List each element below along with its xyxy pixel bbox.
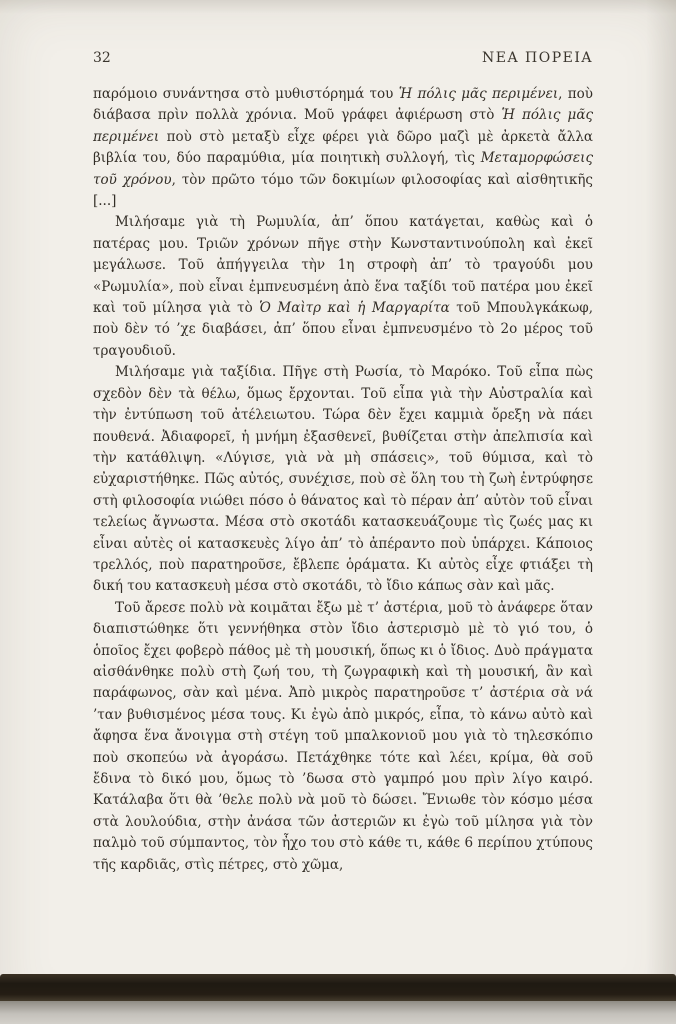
- body-text: Τοῦ ἄρεσε πολὺ νὰ κοιμᾶται ἔξω μὲ τ’ ἀστέρια, μοῦ τὸ ἀνάφερε ὅταν διαπιστώθηκε ὅτι γεννήθηκα στὸν ἴδιο ἀστερισμὸ μὲ τὸ γιό του, ὁ ὁποῖος ἔχει φοβερὸ πάθος μὲ τὴ μουσική, ὅπως κι ὁ ἴδιος. Δυὸ πράγματα αἰσθάνθηκε πολὺ στὴ ζωή του, τὴ ζωγραφικὴ καὶ τὴ μουσική, ἂν καὶ παράφωνος, σὰν καὶ μένα. Ἀπὸ μικρὸς παρατηροῦσε τ’ ἀστέρια σὰ νά ’ταν βυθισμένος μέσα τους. Κι ἐγὼ ἀπὸ μικρός, εἶπα, τὸ κάνω αὐτὸ καὶ ἄφησα ἕνα ἄνοιγμα στὴ στέγη τοῦ μπαλκονιοῦ μου γιὰ τὸ τηλεσκόπιο ποὺ σκοπεύω νὰ ἀγοράσω. Πετάχθηκε τότε καὶ λέει, κρίμα, θὰ σοῦ ἔδινα τὸ δικό μου, ὅμως τὸ ’δωσα στὸ γαμπρό μου πρὶν λίγο καιρό. Κατάλαβα ὅτι θὰ ’θελε πολὺ νὰ μοῦ τὸ δώσει. Ἔνιωθε τὸν κόσμο μέσα στὰ λουλούδια, στὴν ἀνάσα τῶν ἀστεριῶν κι ἐγὼ τοῦ μίλησα γιὰ τὸν παλμὸ τοῦ σύμπαντος, τὸν ἦχο του στὸ κάθε τι, κάθε 6 περίπου χτύπους τῆς καρδιᾶς, στὶς πέτρες, στὸ χῶμα,: [93, 599, 593, 873]
- page-body: [93, 50, 593, 876]
- paragraph: [93, 598, 593, 876]
- page-number: 32: [93, 50, 111, 66]
- journal-title: ΝΕΑ ΠΟΡΕΙΑ: [482, 50, 593, 66]
- book-title-italic: Ἡ πόλις μᾶς περιμένει: [398, 86, 559, 102]
- page-edge-shading-right: [646, 0, 676, 1024]
- body-text: τοῦ Μπουλγκάκωφ, ποὺ δὲν τό ’χε διαβάσει, ἀπ’ ὅπου εἶναι ἐμπνευσμένο τὸ 2ο μέρος τοῦ τραγουδιοῦ.: [93, 300, 593, 359]
- body-text: Μιλήσαμε γιὰ τὴ Ρωμυλία, ἀπ’ ὅπου κατάγεται, καθὼς καὶ ὁ πατέρας μου. Τριῶν χρόνων πῆγε στὴν Κωνσταντινούπολη καὶ ἐκεῖ μεγάλωσε. Τοῦ ἀπήγγειλα τὴν 1η στροφὴ ἀπ’ τὸ τραγούδι μου «Ρωμυλία», ποὺ εἶναι ἐμπνευσμένη ἀπὸ ἕνα ταξίδι τοῦ πατέρα μου ἐκεῖ καὶ τοῦ μίλησα γιὰ τὸ: [93, 214, 593, 317]
- body-text: , ποὺ διάβασα πρὶν πολλὰ χρόνια. Μοῦ γράφει ἀφιέρωση στὸ: [93, 86, 593, 124]
- body-text: , τὸν πρῶτο τόμο τῶν δοκιμίων φιλοσοφίας καὶ αἰσθητικῆς [...]: [93, 171, 593, 210]
- page-text: [93, 84, 593, 876]
- book-title-italic: Ἡ πόλις μᾶς περιμένει: [93, 107, 594, 145]
- paragraph: [93, 212, 593, 362]
- paragraph: [93, 362, 593, 597]
- book-title-italic: Μεταμορφώσεις τοῦ χρόνου: [93, 150, 593, 188]
- page-edge-shading-top: [0, 0, 676, 14]
- body-text: Μιλήσαμε γιὰ ταξίδια. Πῆγε στὴ Ρωσία, τὸ Μαρόκο. Τοῦ εἶπα πὼς σχεδὸν δὲν τὰ θέλω, ὅμως ἔρχονται. Τοῦ εἶπα γιὰ τὴν Αὐστραλία καὶ τὴν ἐντύπωση τοῦ ἀτέλειωτου. Τώρα δὲν ἔχει καμμιὰ ὄρεξη νὰ πάει πουθενά. Ἀδιαφορεῖ, ἡ μνήμη ἐξασθενεῖ, βυθίζεται στὴν ἀπελπισία καὶ τὴν κατάθλιψη. «Λύγισε, γιὰ νὰ μὴ σπάσεις», τοῦ θύμισα, καὶ τὸ εὐχαριστήθηκε. Πῶς αὐτός, συνέχισε, ποὺ σὲ ὅλη του τὴ ζωὴ ἐντρύφησε στὴ φιλοσοφία νιώθει πόσο ὁ θάνατος καὶ τὸ πέραν ἀπ’ αὐτὸν τοῦ εἶναι τελείως ἄγνωστα. Μέσα στὸ σκοτάδι κατασκευάζουμε τὶς ζωές μας κι εἶναι αὐτὲς οἱ κατασκευὲς λίγο ἀπ’ τὸ ἀπέραντο ποὺ ὑπάρχει. Κάποιος τρελλός, ποὺ παρατηροῦσε, ἔβλεπε ὁράματα. Κι αὐτὸς εἶχε φτιάξει τὴ δική του κατασκευὴ μέσα στὸ σκοτάδι, τὸ ἴδιο κάπως σὰν καὶ μᾶς.: [93, 364, 593, 595]
- page-header: [93, 50, 593, 66]
- body-text: παρόμοιο συνάντησα στὸ μυθιστόρημά του: [93, 86, 399, 102]
- book-title-italic: Ὁ Μαὶτρ καὶ ἡ Μαργαρίτα: [259, 300, 450, 317]
- book-edge-shadow: [0, 974, 676, 1001]
- paragraph: [93, 84, 593, 212]
- scan-background-strip: [0, 1001, 676, 1024]
- body-text: ποὺ στὸ μεταξὺ εἶχε φέρει γιὰ δῶρο μαζὶ μὲ ἀρκετὰ ἄλλα βιβλία του, δύο παραμύθια, μία ποιητικὴ συλλογή, τὶς: [93, 128, 593, 167]
